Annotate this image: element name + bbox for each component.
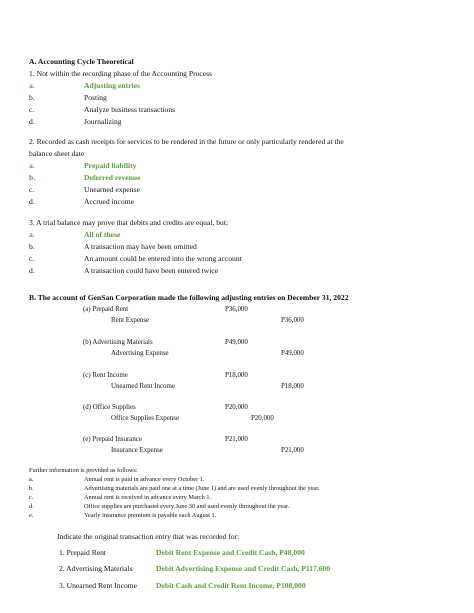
q2-option-a-letter: a.: [29, 161, 35, 170]
entry-c-debit: (c) Rent Income: [83, 372, 128, 379]
q3-question: 3. A trial balance may prove that debits and credits are equal, but;: [29, 218, 229, 227]
answer-1-text: Debit Rent Expense and Credit Cash, P48,000: [156, 548, 305, 557]
entry-e-credit-amount: P21,000: [281, 447, 304, 454]
further-info-d-text: Office supplies are purchased every June 30 and used evenly throughout the year.: [84, 503, 290, 510]
answer-2-label: 2. Advertising Materials: [59, 564, 133, 573]
entry-a-credit-amount: P36,000: [281, 317, 304, 324]
entry-b-debit: (b) Advertising Materials: [83, 339, 153, 346]
entry-b-credit: Advertising Expense: [111, 350, 169, 357]
q1-option-d-letter: d.: [29, 117, 35, 126]
entry-e-debit: (e) Prepaid Insurance: [83, 436, 142, 443]
q2-option-d-text: Accrued income: [84, 197, 134, 206]
q2-option-c-text: Unearned expense: [84, 185, 140, 194]
entry-d-debit-amount: P20,000: [225, 404, 248, 411]
further-info-b-text: Advertising materials are paid one at a time (June 1) and are used evenly throughout the year.: [84, 485, 320, 492]
entry-e-credit: Insurance Expense: [111, 447, 163, 454]
further-info-title: Further information is provided as follows:: [29, 467, 138, 474]
entry-d-credit-amount: P20,000: [251, 415, 274, 422]
q1-option-b-text: Posting: [84, 93, 107, 102]
q3-option-d-letter: d.: [29, 266, 35, 275]
q2-question-line2: balance sheet date: [29, 149, 85, 158]
q3-option-c-letter: c.: [29, 254, 35, 263]
q2-option-d-letter: d.: [29, 197, 35, 206]
entry-a-debit: (a) Prepaid Rent: [83, 306, 129, 313]
entry-c-credit: Unearned Rent Income: [111, 383, 175, 390]
q3-option-a-letter: a.: [29, 230, 35, 239]
answer-3-label: 3. Unearned Rent Income: [59, 581, 138, 590]
q1-option-b-letter: b.: [29, 93, 35, 102]
answer-1-label: 1. Prepaid Rent: [59, 548, 107, 557]
section-b-heading: B. The account of GenSan Corporation made the following adjusting entries on December 31, 2022: [29, 293, 349, 302]
q3-option-b-letter: b.: [29, 242, 35, 251]
further-info-d-letter: d.: [29, 503, 34, 510]
entry-b-credit-amount: P49,000: [281, 350, 304, 357]
entry-a-debit-amount: P36,000: [225, 306, 248, 313]
q3-option-b-text: A transaction may have been omitted: [84, 242, 197, 251]
q2-option-a-text: Prepaid liability: [84, 161, 137, 170]
entry-d-credit: Office Supplies Expense: [111, 415, 179, 422]
further-info-c-text: Annual rent is received in advance every March 1.: [84, 494, 212, 501]
q1-option-a-letter: a.: [29, 81, 35, 90]
q1-option-a-text: Adjusting entries: [84, 81, 140, 90]
further-info-e-letter: e.: [29, 512, 34, 519]
instruction-text: Indicate the original transaction entry that was recorded for:: [57, 532, 240, 541]
entry-a-credit: Rent Expense: [111, 317, 150, 324]
answer-3-text: Debit Cash and Credit Rent Income, P108,000: [156, 581, 306, 590]
q2-option-b-text: Deferred revenue: [84, 173, 141, 182]
answer-2-text: Debit Advertising Expense and Credit Cash, P117,600: [156, 564, 331, 573]
section-a-heading: A. Accounting Cycle Theoretical: [29, 57, 134, 66]
entry-d-debit: (d) Office Supplies: [83, 404, 136, 411]
q1-option-c-letter: c.: [29, 105, 35, 114]
entry-e-debit-amount: P21,000: [225, 436, 248, 443]
q1-option-d-text: Journalizing: [84, 117, 122, 126]
further-info-a-text: Annual rent is paid in advance every October 1.: [84, 476, 205, 483]
q2-option-c-letter: c.: [29, 185, 35, 194]
q3-option-a-text: All of these: [84, 230, 121, 239]
further-info-e-text: Yearly insurance premium is payable each August 1.: [84, 512, 217, 519]
q1-question: 1. Not within the recording phase of the Accounting Process: [29, 69, 213, 78]
q2-question-line1: 2. Recorded as cash receipts for services to be rendered in the future or only particularly rendered at the: [29, 137, 344, 146]
q2-option-b-letter: b.: [29, 173, 36, 182]
q3-option-d-text: A transaction could have been entered twice: [84, 266, 219, 275]
q1-option-c-text: Analyze business transactions: [84, 105, 176, 114]
q3-option-c-text: An amount could be entered into the wrong account: [84, 254, 242, 263]
entry-c-debit-amount: P18,000: [225, 372, 248, 379]
further-info-b-letter: b.: [29, 485, 34, 492]
entry-c-credit-amount: P18,000: [281, 383, 304, 390]
further-info-a-letter: a.: [29, 476, 34, 483]
further-info-c-letter: c.: [29, 494, 34, 501]
entry-b-debit-amount: P49,000: [225, 339, 248, 346]
